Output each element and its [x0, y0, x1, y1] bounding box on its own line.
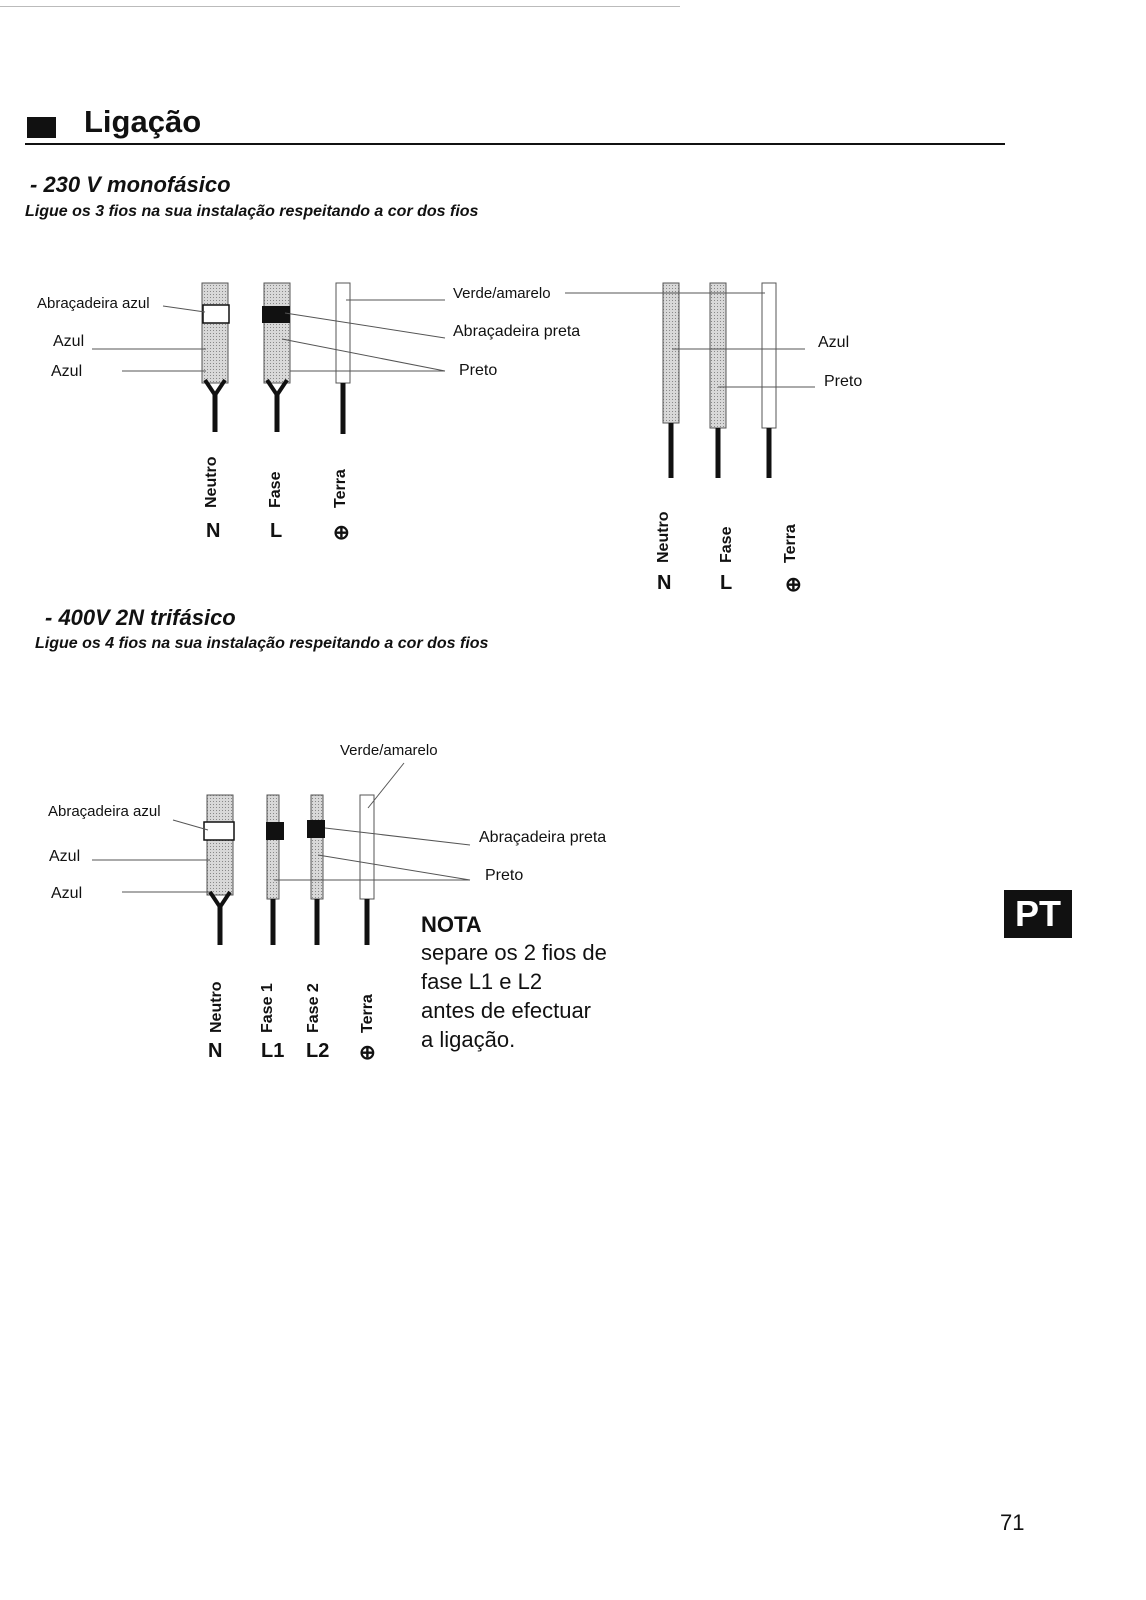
terminal-name: Neutro [655, 511, 672, 563]
earth-icon: ⊕ [359, 1042, 376, 1064]
label-green-yellow: Verde/amarelo [453, 285, 551, 302]
label-clamp-black: Abraçadeira preta [453, 323, 581, 340]
label-blue: Azul [51, 363, 83, 380]
terminal-name: Fase [267, 471, 284, 508]
label-clamp-blue: Abraçadeira azul [48, 803, 161, 820]
mono-right-cables [663, 283, 776, 478]
terminal-symbol: L1 [261, 1040, 285, 1062]
section-tri-instruction: Ligue os 4 fios na sua instalação respeitando a cor dos fios [35, 635, 489, 652]
note-line: fase L1 e L2 [421, 969, 543, 994]
earth-icon: ⊕ [785, 574, 802, 596]
label-black: Preto [824, 373, 863, 390]
terminal-name: Fase 2 [305, 983, 322, 1033]
terminal-name: Terra [782, 524, 799, 563]
mono-right-leader-lines [565, 293, 815, 387]
mono-left-cables [202, 283, 350, 434]
label-blue: Azul [51, 885, 83, 902]
label-black: Preto [459, 362, 498, 379]
blue-clamp-icon [203, 305, 229, 323]
terminal-symbol: N [657, 572, 672, 594]
label-black: Preto [485, 867, 524, 884]
terminal-symbol: L [270, 520, 283, 542]
note-line: antes de efectuar [421, 998, 592, 1023]
label-blue: Azul [53, 333, 85, 350]
label-blue: Azul [49, 848, 81, 865]
note-line: a ligação. [421, 1027, 516, 1052]
label-green-yellow: Verde/amarelo [340, 742, 438, 759]
earth-icon: ⊕ [333, 522, 350, 544]
label-clamp-black: Abraçadeira preta [479, 829, 607, 846]
terminal-symbol: N [208, 1040, 223, 1062]
section-mono-instruction: Ligue os 3 fios na sua instalação respeitando a cor dos fios [25, 203, 479, 220]
terminal-name: Terra [359, 994, 376, 1033]
language-badge: PT [1004, 890, 1072, 938]
terminal-name: Neutro [203, 456, 220, 508]
terminal-name: Neutro [208, 981, 225, 1033]
section-mono-heading: - 230 V monofásico [30, 172, 231, 197]
black-clamp-icon [307, 820, 325, 838]
black-clamp-icon [262, 306, 290, 323]
terminal-symbol: L2 [306, 1040, 330, 1062]
terminal-name: Fase 1 [259, 983, 276, 1033]
terminal-symbol: N [206, 520, 221, 542]
page-title: Ligação [84, 104, 202, 139]
tri-cables [204, 795, 374, 945]
note-heading: NOTA [421, 912, 482, 937]
note-text [421, 938, 607, 1054]
terminal-name: Terra [332, 469, 349, 508]
blue-clamp-icon [204, 822, 234, 840]
page-number: 71 [1000, 1510, 1025, 1535]
terminal-name: Fase [718, 526, 735, 563]
section-tri-heading: - 400V 2N trifásico [45, 605, 236, 630]
black-clamp-icon [266, 822, 284, 840]
label-clamp-blue: Abraçadeira azul [37, 295, 150, 312]
label-blue: Azul [818, 334, 850, 351]
note-line: separe os 2 fios de [421, 940, 607, 965]
terminal-symbol: L [720, 572, 733, 594]
